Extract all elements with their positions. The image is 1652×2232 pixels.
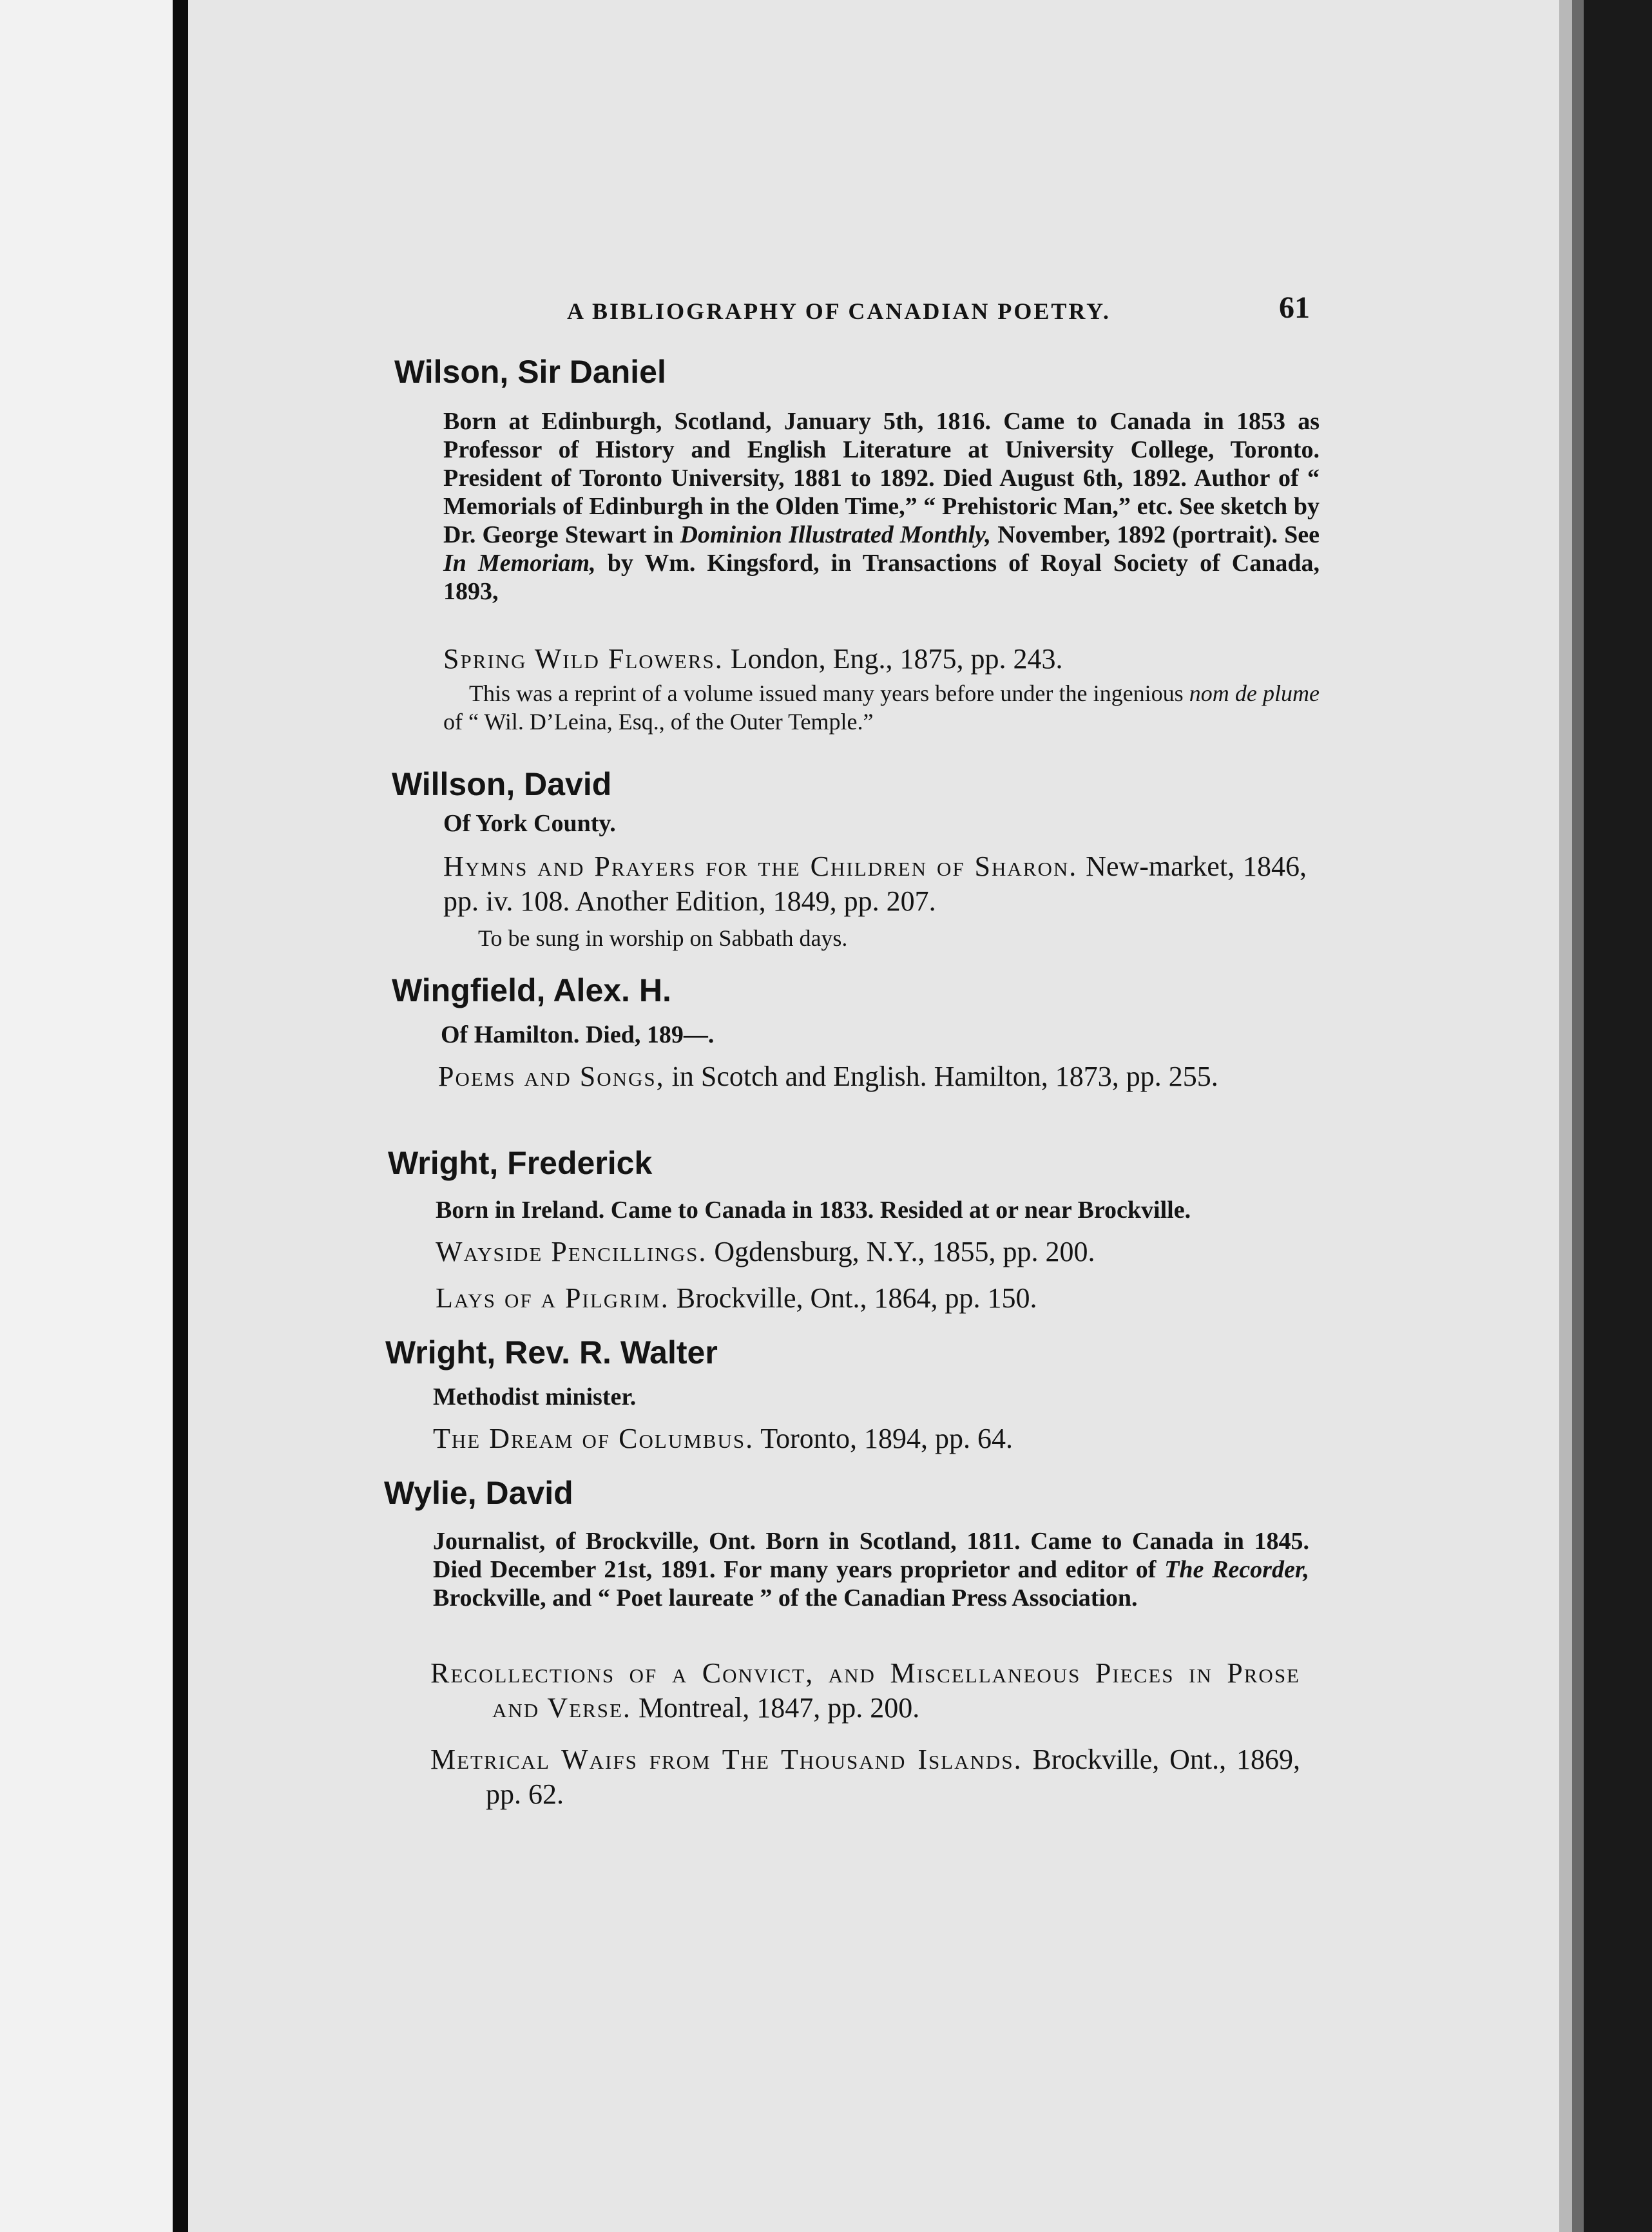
work-title: Lays of a Pilgrim. [436, 1282, 669, 1314]
work-details: Toronto, 1894, pp. 64. [760, 1423, 1013, 1454]
work-details: Brockville, Ont., 1869, pp. 62. [486, 1744, 1301, 1810]
binding-shadow [173, 0, 188, 2232]
biography-text: Brockville, and “ Poet laureate ” of the Canadian Press Association. [433, 1584, 1138, 1611]
work-entry [436, 1235, 1318, 1269]
work-title: Recollections of a Convict, and Miscellaneous Pieces in Prose and Verse. [430, 1657, 1300, 1724]
biography-italic: In Memoriam, [443, 550, 596, 577]
author-biography: Methodist minister. [433, 1383, 637, 1410]
biography-text: Journalist, of Brockville, Ont. Born in Scotland, 1811. Came to Canada in 1845. Died December 21st, 1891. For many years proprietor and editor of [433, 1528, 1309, 1583]
author-heading: Willson, David [392, 766, 612, 802]
work-entry [438, 1059, 1308, 1094]
work-entry [433, 1421, 1322, 1456]
work-remark [443, 679, 1320, 736]
remark-italic: nom de plume [1189, 680, 1320, 706]
author-heading: Wingfield, Alex. H. [392, 972, 671, 1008]
remark-text: This was a reprint of a volume issued many years before under the ingenious [469, 680, 1184, 706]
author-heading: Wilson, Sir Daniel [394, 354, 666, 390]
work-entry [443, 849, 1307, 919]
work-details: Ogdensburg, N.Y., 1855, pp. 200. [714, 1236, 1095, 1267]
running-title: A BIBLIOGRAPHY OF CANADIAN POETRY. [567, 298, 1111, 324]
biography-italic: Dominion Illustrated Monthly, [680, 521, 992, 548]
author-biography [443, 407, 1320, 606]
biography-italic: The Recorder, [1164, 1556, 1310, 1583]
author-heading: Wright, Rev. R. Walter [385, 1334, 718, 1371]
author-biography: Of York County. [443, 810, 616, 837]
work-entry [430, 1742, 1300, 1812]
remark-text: of “ Wil. D’Leina, Esq., of the Outer Temple.” [443, 709, 874, 735]
work-title: Metrical Waifs from The Thousand Islands. [430, 1744, 1023, 1775]
scanner-border [1584, 0, 1652, 2232]
work-entry [436, 1281, 1318, 1316]
work-remark: To be sung in worship on Sabbath days. [478, 925, 848, 951]
work-details: Brockville, Ont., 1864, pp. 150. [676, 1282, 1037, 1314]
work-title: Wayside Pencillings. [436, 1236, 707, 1267]
work-details: London, Eng., 1875, pp. 243. [730, 643, 1063, 675]
work-details: New-market, 1846, pp. iv. 108. Another Edition, 1849, pp. 207. [443, 851, 1307, 917]
work-title: Hymns and Prayers for the Children of Sharon. [443, 851, 1078, 882]
author-biography [433, 1527, 1309, 1612]
work-title: The Dream of Columbus. [433, 1423, 754, 1454]
author-biography: Of Hamilton. Died, 189—. [441, 1021, 715, 1048]
work-title: Spring Wild Flowers. [443, 643, 724, 675]
author-biography: Born in Ireland. Came to Canada in 1833. Resided at or near Brockville. [436, 1197, 1191, 1224]
work-details: Montreal, 1847, pp. 200. [638, 1692, 920, 1724]
biography-text: by Wm. Kingsford, in Transactions of Royal Society of Canada, 1893, [443, 550, 1320, 605]
biography-text: Born at Edinburgh, Scotland, January 5th, 1816. Came to Canada in 1853 as Professor of History and English Literature at University College, Toronto. President of Toronto University, 1881 to 1892. Died August 6th, 1892. Author of “ Memorials of Edinburgh in the Olden Time,” “ Prehistoric Man,” etc. See sketch by Dr. George Stewart in [443, 408, 1320, 548]
biography-text: November, 1892 (portrait). See [997, 521, 1320, 548]
work-entry [443, 642, 1320, 677]
author-heading: Wright, Frederick [388, 1145, 653, 1181]
page-edge-shade [1559, 0, 1572, 2232]
work-details: in Scotch and English. Hamilton, 1873, pp. 255. [671, 1061, 1218, 1092]
work-title: Poems and Songs, [438, 1061, 665, 1092]
facing-page-edge [0, 0, 173, 2232]
author-heading: Wylie, David [384, 1475, 573, 1511]
page-number: 61 [1279, 291, 1310, 325]
page-edge [1572, 0, 1584, 2232]
work-entry [430, 1656, 1300, 1726]
